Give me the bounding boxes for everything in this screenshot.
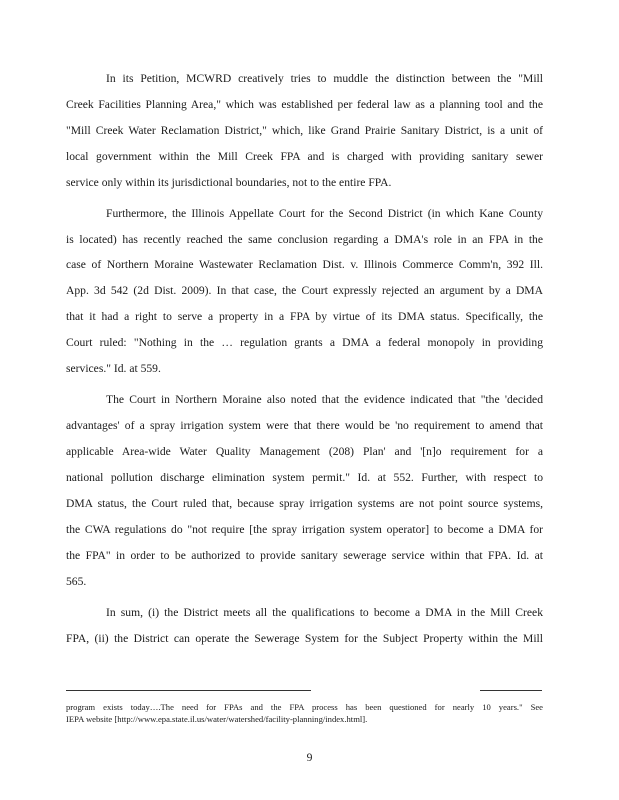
- body-line: applicable Area-wide Water Quality Management (208) Plan' and '[n]o requirement for a: [66, 445, 543, 458]
- body-line: case of Northern Moraine Wastewater Reclamation Dist. v. Illinois Commerce Comm'n, 392 Ill.: [66, 258, 543, 271]
- body-line: the CWA regulations do "not require [the spray irrigation system operator] to become a DMA for: [66, 523, 543, 536]
- body-line: is located) has recently reached the same conclusion regarding a DMA's role in an FPA in the: [66, 233, 543, 246]
- body-line: local government within the Mill Creek FPA and is charged with providing sanitary sewer: [66, 150, 543, 163]
- body-line: In sum, (i) the District meets all the qualifications to become a DMA in the Mill Creek: [106, 606, 543, 619]
- body-line: Creek Facilities Planning Area," which was established per federal law as a planning tool and the: [66, 98, 543, 111]
- body-line: In its Petition, MCWRD creatively tries to muddle the distinction between the "Mill: [106, 72, 543, 85]
- body-line: the FPA" in order to be authorized to provide sanitary sewerage service within that FPA. Id. at: [66, 549, 543, 562]
- body-line: App. 3d 542 (2d Dist. 2009). In that case, the Court expressly rejected an argument by a DMA: [66, 284, 543, 297]
- body-line: service only within its jurisdictional boundaries, not to the entire FPA.: [66, 176, 392, 189]
- page-number: 9: [306, 751, 313, 764]
- body-line: FPA, (ii) the District can operate the Sewerage System for the Subject Property within the Mill: [66, 632, 543, 645]
- body-line: services." Id. at 559.: [66, 362, 161, 375]
- body-line: 565.: [66, 575, 87, 588]
- body-line: national pollution discharge elimination system permit." Id. at 552. Further, with respect to: [66, 471, 543, 484]
- footnote-line: program exists today….The need for FPAs and the FPA process has been questioned for nearly 10 years." See: [66, 702, 543, 712]
- footnote-rule-left: [66, 690, 311, 691]
- footnote-rule-right: [480, 690, 542, 691]
- body-line: "Mill Creek Water Reclamation District," which, like Grand Prairie Sanitary District, is a unit of: [66, 124, 543, 137]
- body-line: that it had a right to serve a property in a FPA by virtue of its DMA status. Specifically, the: [66, 310, 543, 323]
- body-line: The Court in Northern Moraine also noted that the evidence indicated that "the 'decided: [106, 393, 543, 406]
- body-line: Furthermore, the Illinois Appellate Court for the Second District (in which Kane County: [106, 207, 543, 220]
- body-line: DMA status, the Court ruled that, because spray irrigation systems are not point source systems,: [66, 497, 543, 510]
- body-line: advantages' of a spray irrigation system were that there would be 'no requirement to amend that: [66, 419, 543, 432]
- footnote-line: IEPA website [http://www.epa.state.il.us/water/watershed/facility-planning/index.html].: [66, 714, 368, 724]
- body-line: Court ruled: "Nothing in the … regulation grants a DMA a federal monopoly in providing: [66, 336, 543, 349]
